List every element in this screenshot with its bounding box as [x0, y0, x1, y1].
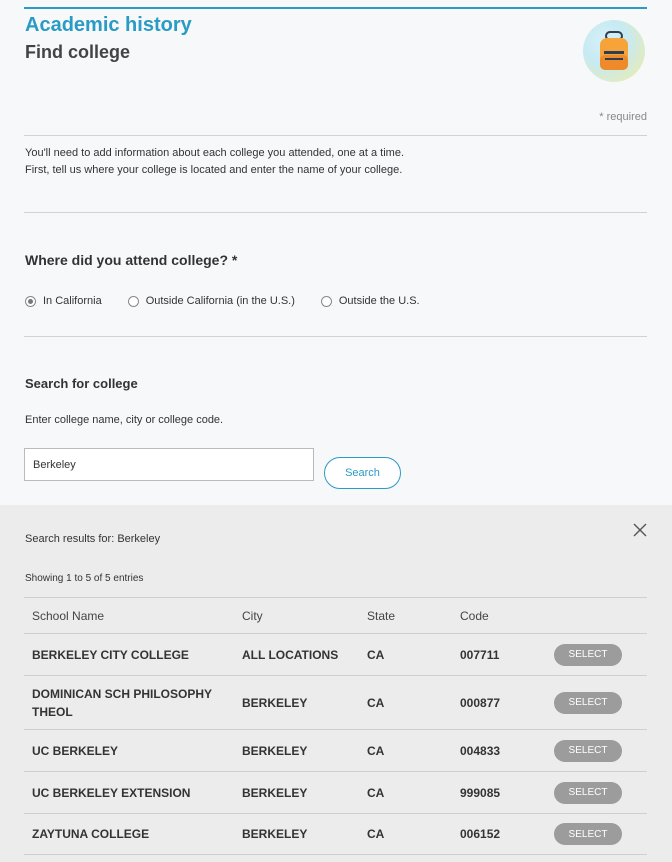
school-city: BERKELEY [242, 695, 308, 710]
school-name: UC BERKELEY [32, 743, 119, 758]
location-question: Where did you attend college? * [25, 252, 238, 268]
results-table [24, 597, 647, 855]
radio-button[interactable] [128, 296, 139, 307]
select-button[interactable]: SELECT [554, 644, 622, 666]
radio-outside-us[interactable] [321, 295, 420, 307]
column-header-city: City [242, 608, 263, 623]
school-state: CA [367, 743, 385, 758]
location-radio-group [25, 295, 446, 307]
radio-button[interactable] [25, 296, 36, 307]
required-note: * required [599, 111, 647, 123]
school-code: 999085 [460, 785, 501, 800]
table-row [24, 813, 647, 855]
radio-button[interactable] [321, 296, 332, 307]
intro-text [25, 145, 404, 179]
school-state: CA [367, 647, 385, 662]
select-button[interactable]: SELECT [554, 782, 622, 804]
school-state: CA [367, 827, 385, 841]
select-button[interactable]: SELECT [554, 823, 622, 845]
close-icon [633, 523, 647, 537]
school-name: BERKELEY CITY COLLEGE [32, 647, 189, 662]
table-row [24, 771, 647, 813]
radio-label: In California [43, 295, 102, 307]
school-state: CA [367, 785, 385, 800]
column-header-code: Code [460, 608, 489, 623]
top-accent-rule [24, 7, 647, 9]
school-code: 006152 [460, 827, 501, 841]
divider [24, 336, 647, 337]
school-code: 004833 [460, 743, 501, 758]
search-title: Search for college [25, 376, 138, 391]
page-title: Find college [25, 42, 131, 62]
radio-label: Outside California (in the U.S.) [145, 295, 295, 307]
search-results-panel [0, 505, 672, 862]
divider [24, 135, 647, 136]
radio-in-california[interactable] [25, 295, 102, 307]
table-row [24, 729, 647, 771]
school-city: BERKELEY [242, 785, 308, 800]
search-hint: Enter college name, city or college code. [25, 414, 224, 426]
college-search-input[interactable] [24, 448, 314, 481]
column-header-state: State [367, 608, 396, 623]
table-row [24, 633, 647, 675]
school-name: ZAYTUNA COLLEGE [32, 827, 150, 841]
results-for-label: Search results for: Berkeley [25, 533, 161, 545]
avatar [583, 20, 645, 82]
radio-label: Outside the U.S. [338, 295, 420, 307]
school-state: CA [367, 695, 385, 710]
close-results-button[interactable] [631, 521, 649, 539]
intro-line-2: First, tell us where your college is located and enter the name of your college. [25, 164, 403, 176]
school-name: UC BERKELEY EXTENSION [32, 785, 191, 800]
school-city: BERKELEY [242, 827, 308, 841]
school-name: DOMINICAN SCH PHILOSOPHY THEOL [32, 686, 212, 719]
school-code: 007711 [460, 647, 500, 662]
backpack-icon [597, 31, 631, 71]
radio-outside-california[interactable] [128, 295, 295, 307]
column-header-school-name: School Name [32, 608, 105, 623]
school-code: 000877 [460, 695, 501, 710]
table-row [24, 675, 647, 729]
search-button[interactable]: Search [324, 457, 401, 489]
select-button[interactable]: SELECT [554, 692, 622, 714]
entries-count: Showing 1 to 5 of 5 entries [25, 573, 144, 584]
table-header [24, 597, 647, 633]
select-button[interactable]: SELECT [554, 740, 622, 762]
divider [24, 212, 647, 213]
school-city: ALL LOCATIONS [242, 647, 339, 662]
intro-line-1: You'll need to add information about each college you attended, one at a time. [25, 147, 405, 159]
section-title: Academic history [25, 14, 192, 36]
school-city: BERKELEY [242, 743, 308, 758]
